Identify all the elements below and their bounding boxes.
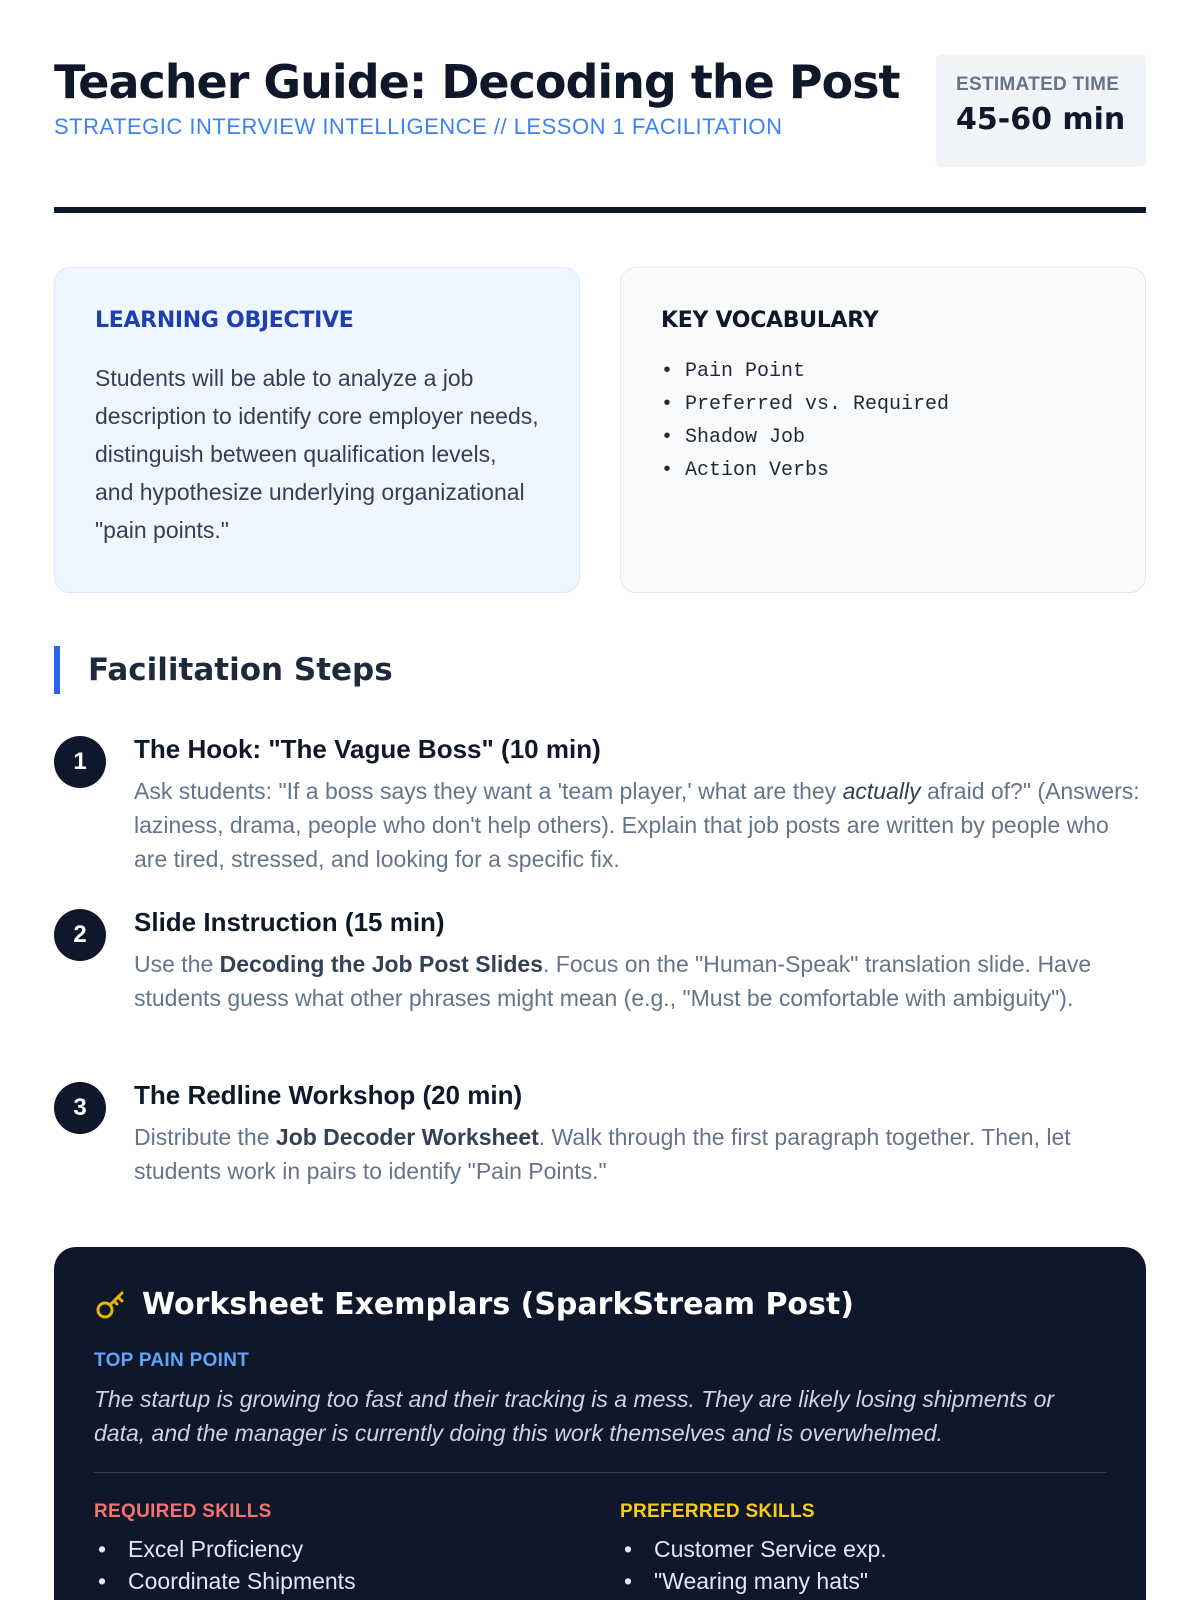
required-skills-column (94, 1501, 580, 1597)
step-title: Slide Instruction (15 min) (134, 907, 445, 937)
preferred-skill-item: • "Wearing many hats" (620, 1565, 1106, 1597)
step-3 (54, 1078, 1146, 1188)
preferred-skills-column (620, 1501, 1106, 1597)
step-description (134, 1120, 1146, 1188)
preferred-skills-label: PREFERRED SKILLS (620, 1501, 815, 1522)
vocabulary-list (661, 355, 1105, 487)
exemplars-header (94, 1287, 1106, 1322)
step-text: Ask students: "If a boss says they want a 'team player,' what are they (134, 778, 843, 804)
top-pain-point-text: The startup is growing too fast and their tracking is a mess. They are likely losing shipments or data, and the manager is currently doing this work themselves and is overwhelmed. (94, 1386, 1055, 1446)
top-pain-point-label: TOP PAIN POINT (94, 1350, 250, 1371)
skills-columns (94, 1501, 1106, 1597)
key-vocabulary-card (620, 267, 1146, 593)
vocabulary-item: • Preferred vs. Required (661, 388, 1105, 421)
facilitation-steps-heading (54, 646, 393, 694)
required-skill-item: • Coordinate Shipments (94, 1565, 580, 1597)
estimated-time-label: ESTIMATED TIME (956, 74, 1120, 95)
step-text: . Focus on the "Human-Speak" translation slide. Have students guess what other phrases might mean (e.g., "Must be comfortable with ambiguity"). (134, 951, 1092, 1011)
exemplars-title: Worksheet Exemplars (SparkStream Post) (142, 1287, 854, 1322)
estimated-time-box (936, 54, 1146, 167)
vocabulary-item: • Action Verbs (661, 454, 1105, 487)
learning-objective-title: LEARNING OBJECTIVE (95, 308, 354, 333)
step-title: The Redline Workshop (20 min) (134, 1080, 523, 1110)
worksheet-exemplars-panel (54, 1247, 1146, 1600)
vocabulary-item: • Pain Point (661, 355, 1105, 388)
step-number-badge: 3 (54, 1082, 106, 1134)
required-skill-item: • Excel Proficiency (94, 1533, 580, 1565)
step-emphasis: actually (842, 778, 921, 804)
step-text: Use the (134, 951, 220, 977)
key-icon (94, 1288, 128, 1322)
learning-objective-card (54, 267, 580, 593)
key-vocabulary-title: KEY VOCABULARY (661, 308, 879, 333)
step-text: afraid of?" (Answers: laziness, drama, people who don't help others). Explain that job posts are written by people who are tired, stressed, and looking for a specific fix. (134, 778, 1140, 872)
step-1 (54, 732, 1146, 905)
facilitation-steps-list (54, 732, 1146, 1188)
learning-objective-text: Students will be able to analyze a job description to identify core employer needs, distinguish between qualification levels, and hypothesize underlying organizational "pain points." (95, 365, 539, 543)
page-title: Teacher Guide: Decoding the Post (54, 55, 900, 109)
facilitation-steps-title: Facilitation Steps (88, 652, 393, 688)
estimated-time-value: 45-60 min (956, 102, 1126, 137)
step-text: . Walk through the first paragraph together. Then, let students work in pairs to identify "Pain Points." (134, 1124, 1071, 1184)
page-header (54, 54, 1146, 214)
exemplars-divider (94, 1472, 1106, 1473)
required-skills-list (94, 1533, 580, 1597)
step-number-badge: 2 (54, 909, 106, 961)
step-resource-name: Decoding the Job Post Slides (219, 951, 543, 977)
step-description (134, 947, 1146, 1015)
step-2 (54, 905, 1146, 1078)
step-number-badge: 1 (54, 736, 106, 788)
preferred-skill-item: • Customer Service exp. (620, 1533, 1106, 1565)
page-subtitle: STRATEGIC INTERVIEW INTELLIGENCE // LESSON 1 FACILITATION (54, 114, 783, 139)
step-title: The Hook: "The Vague Boss" (10 min) (134, 734, 601, 764)
header-divider (54, 207, 1146, 213)
step-resource-name: Job Decoder Worksheet (275, 1124, 539, 1150)
required-skills-label: REQUIRED SKILLS (94, 1501, 272, 1522)
step-text: Distribute the (134, 1124, 276, 1150)
overview-cards (54, 267, 1146, 593)
step-description (134, 774, 1146, 876)
vocabulary-item: • Shadow Job (661, 421, 1105, 454)
preferred-skills-list (620, 1533, 1106, 1597)
